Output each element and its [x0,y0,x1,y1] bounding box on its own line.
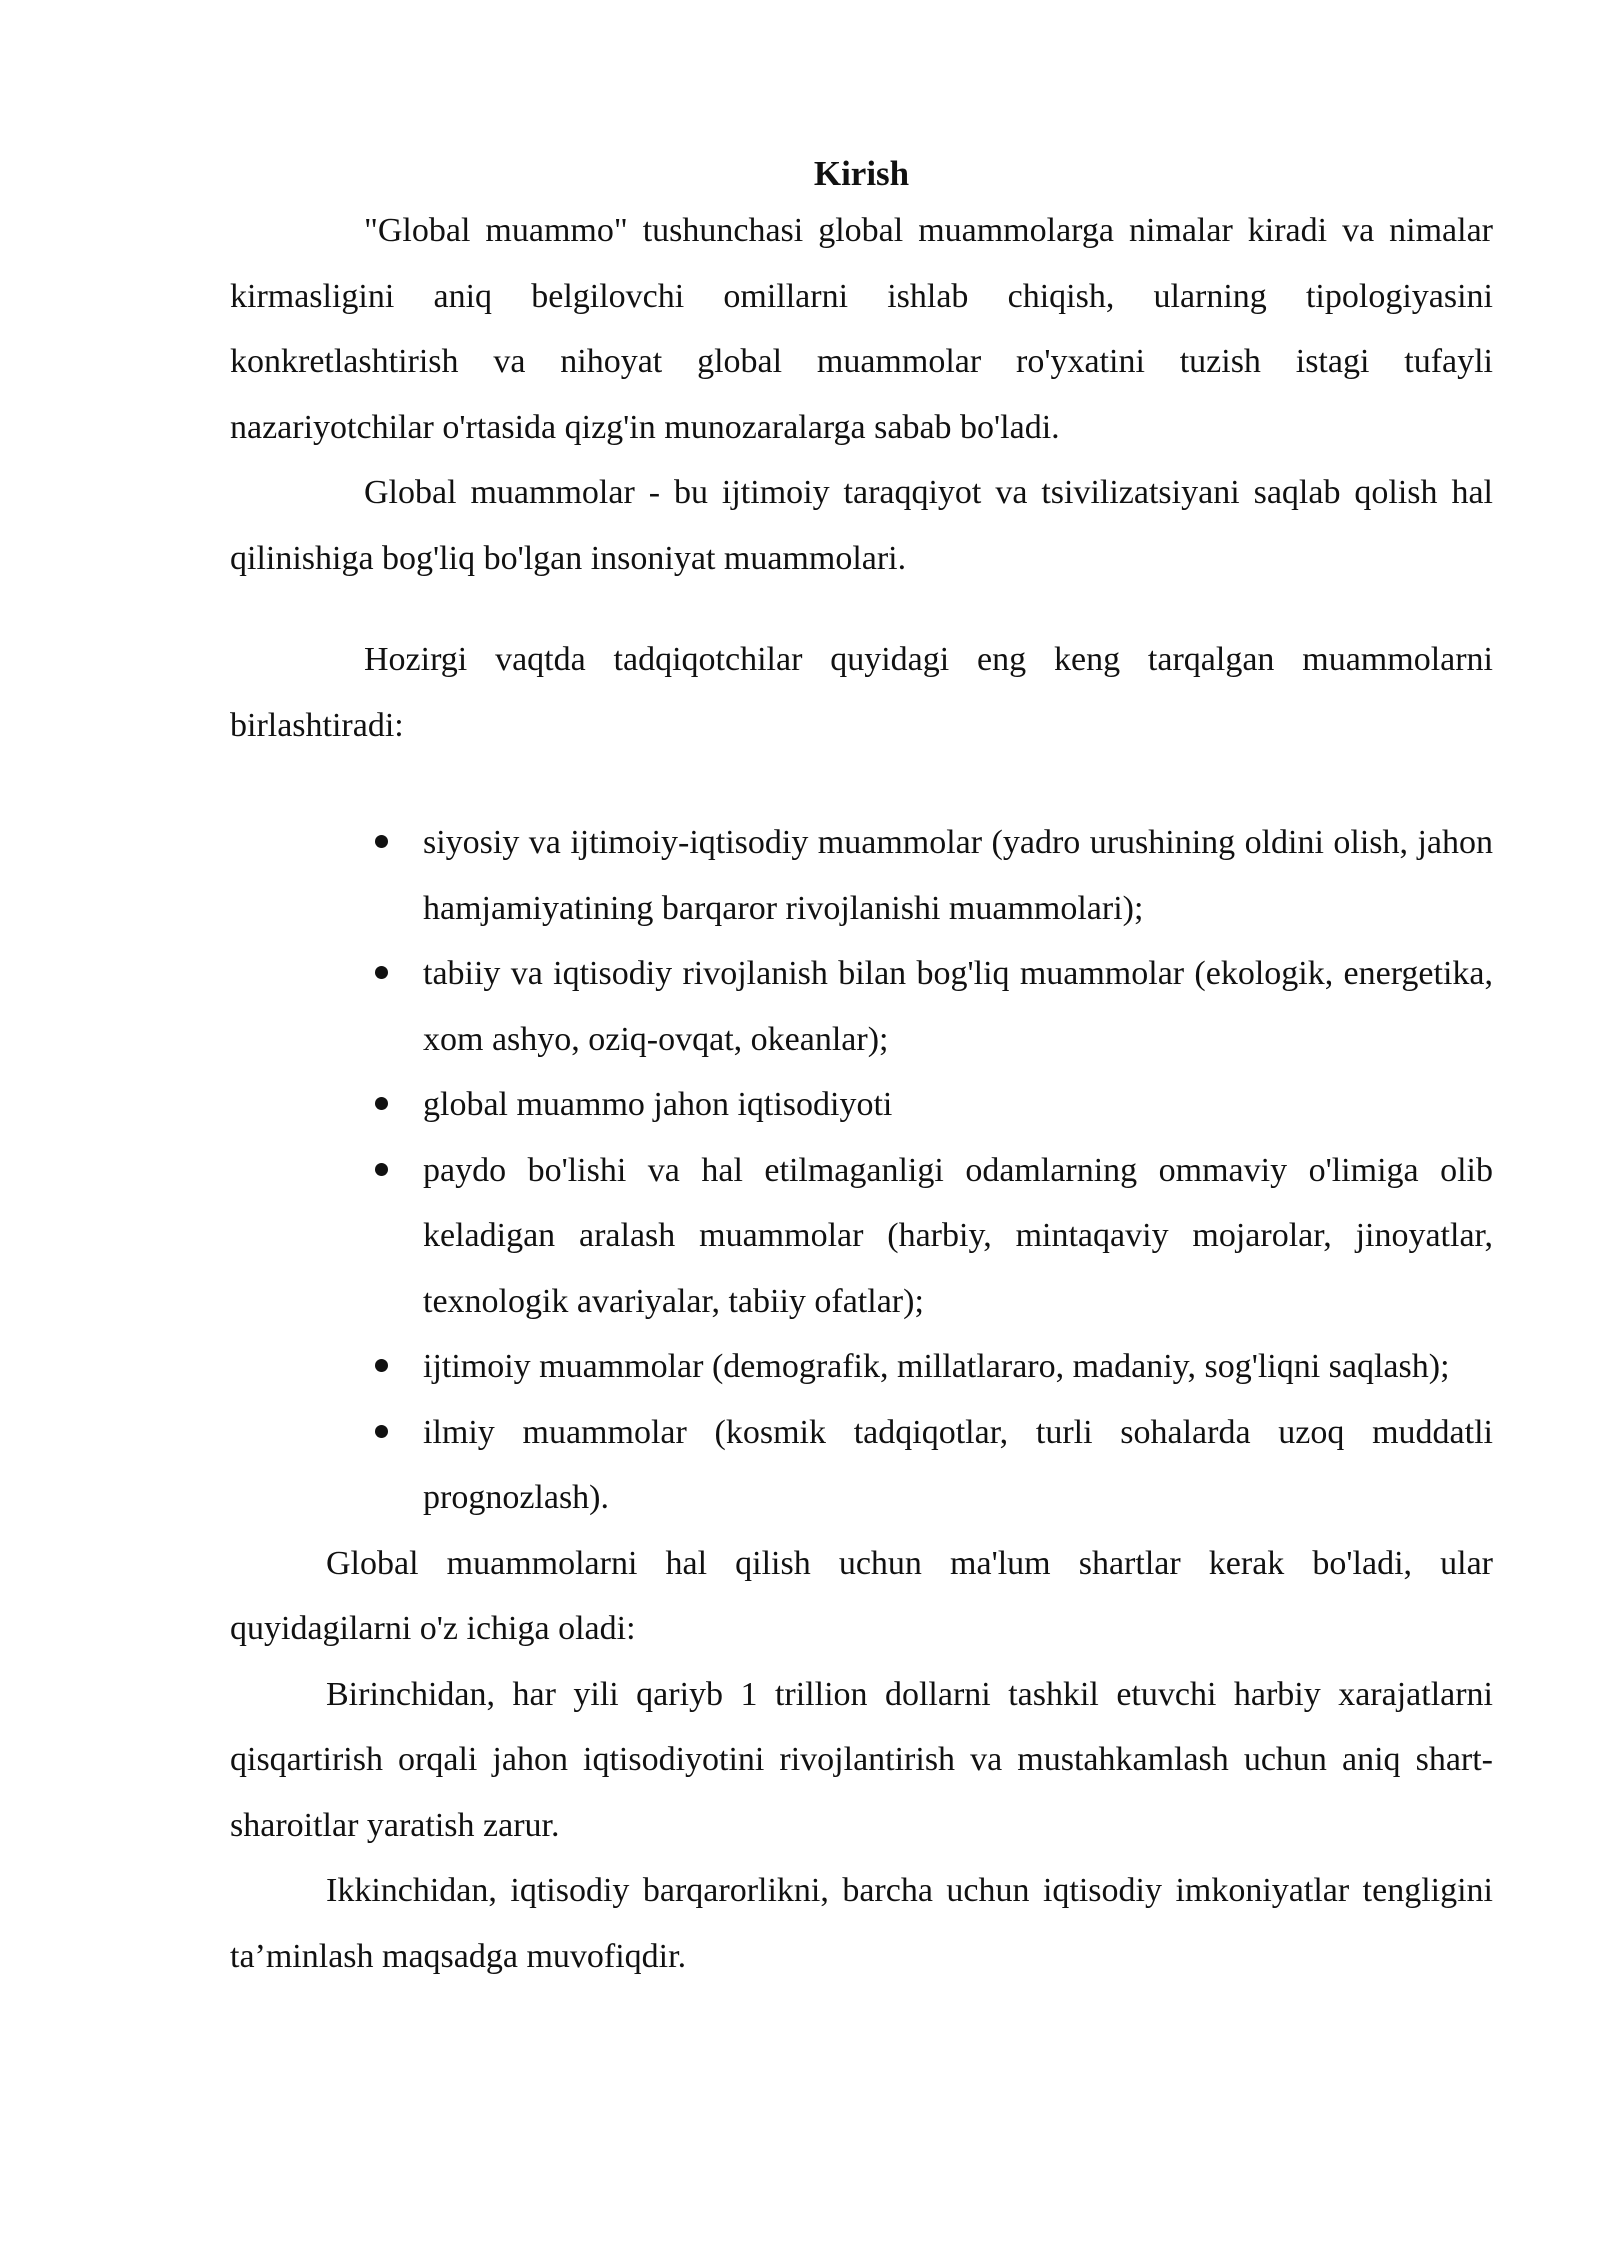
conditions-paragraph: Global muammolarni hal qilish uchun ma'lum shartlar kerak bo'ladi, ular quyidagilarni o'z ichiga oladi: [230,1544,1493,1647]
bullet-icon [375,1163,388,1176]
bullet-icon [375,1425,388,1438]
list-item [423,1400,1493,1531]
first-condition-paragraph: Birinchidan, har yili qariyb 1 trillion dollarni tashkil etuvchi harbiy xarajatlarni qisqartirish orqali jahon iqtisodiyotini rivojlantirish va mustahkamlash uchun aniq shart-sharoitlar yaratish zarur. [230,1675,1493,1844]
list-item-text: ijtimoiy muammolar (demografik, millatlararo, madaniy, sog'liqni saqlash); [423,1348,1450,1385]
list-item-text: global muammo jahon iqtisodiyoti [423,1086,893,1123]
list-item [423,1334,1493,1400]
list-item-text: paydo bo'lishi va hal etilmaganligi odamlarning ommaviy o'limiga olib keladigan aralash muammolar (harbiy, mintaqaviy mojarolar, jinoyatlar, texnologik avariyalar, tabiiy ofatlar); [423,1151,1493,1320]
intro-paragraph-2: Global muammolar - bu ijtimoiy taraqqiyot va tsivilizatsiyani saqlab qolish hal qilinishiga bog'liq bo'lgan insoniyat muammolari. [230,474,1493,577]
list-item-text: tabiiy va iqtisodiy rivojlanish bilan bog'liq muammolar (ekologik, energetika, xom ashyo, oziq-ovqat, okeanlar); [423,955,1493,1058]
list-item [423,1072,1493,1138]
document-body [230,150,1493,1989]
list-item-text: siyosiy va ijtimoiy-iqtisodiy muammolar (yadro urushining oldini olish, jahon hamjamiyatining barqaror rivojlanishi muammolari); [423,824,1493,927]
bullet-icon [375,1359,388,1372]
paragraph-spacer [230,591,1493,627]
list-item [423,1138,1493,1335]
document-title: Kirish [813,154,910,193]
intro-paragraph-3: Hozirgi vaqtda tadqiqotchilar quyidagi eng keng tarqalgan muammolarni birlashtiradi: [230,641,1493,744]
intro-paragraph-1: "Global muammo" tushunchasi global muammolarga nimalar kiradi va nimalar kirmasligini aniq belgilovchi omillarni ishlab chiqish, ularning tipologiyasini konkretlashtirish va nihoyat global muammolar ro'yxatini tuzish istagi tufayli nazariyotchilar o'rtasida qizg'in munozaralarga sabab bo'ladi. [230,212,1493,446]
bullet-icon [375,835,388,848]
bullet-icon [375,1097,388,1110]
list-spacer [230,758,1493,810]
second-condition-paragraph: Ikkinchidan, iqtisodiy barqarorlikni, barcha uchun iqtisodiy imkoniyatlar tengligini ta’minlash maqsadga muvofiqdir. [230,1872,1493,1975]
problems-list [230,810,1493,1531]
bullet-icon [375,966,388,979]
list-item [423,810,1493,941]
list-item-text: ilmiy muammolar (kosmik tadqiqotlar, turli sohalarda uzoq muddatli prognozlash). [423,1413,1493,1516]
list-item [423,941,1493,1072]
